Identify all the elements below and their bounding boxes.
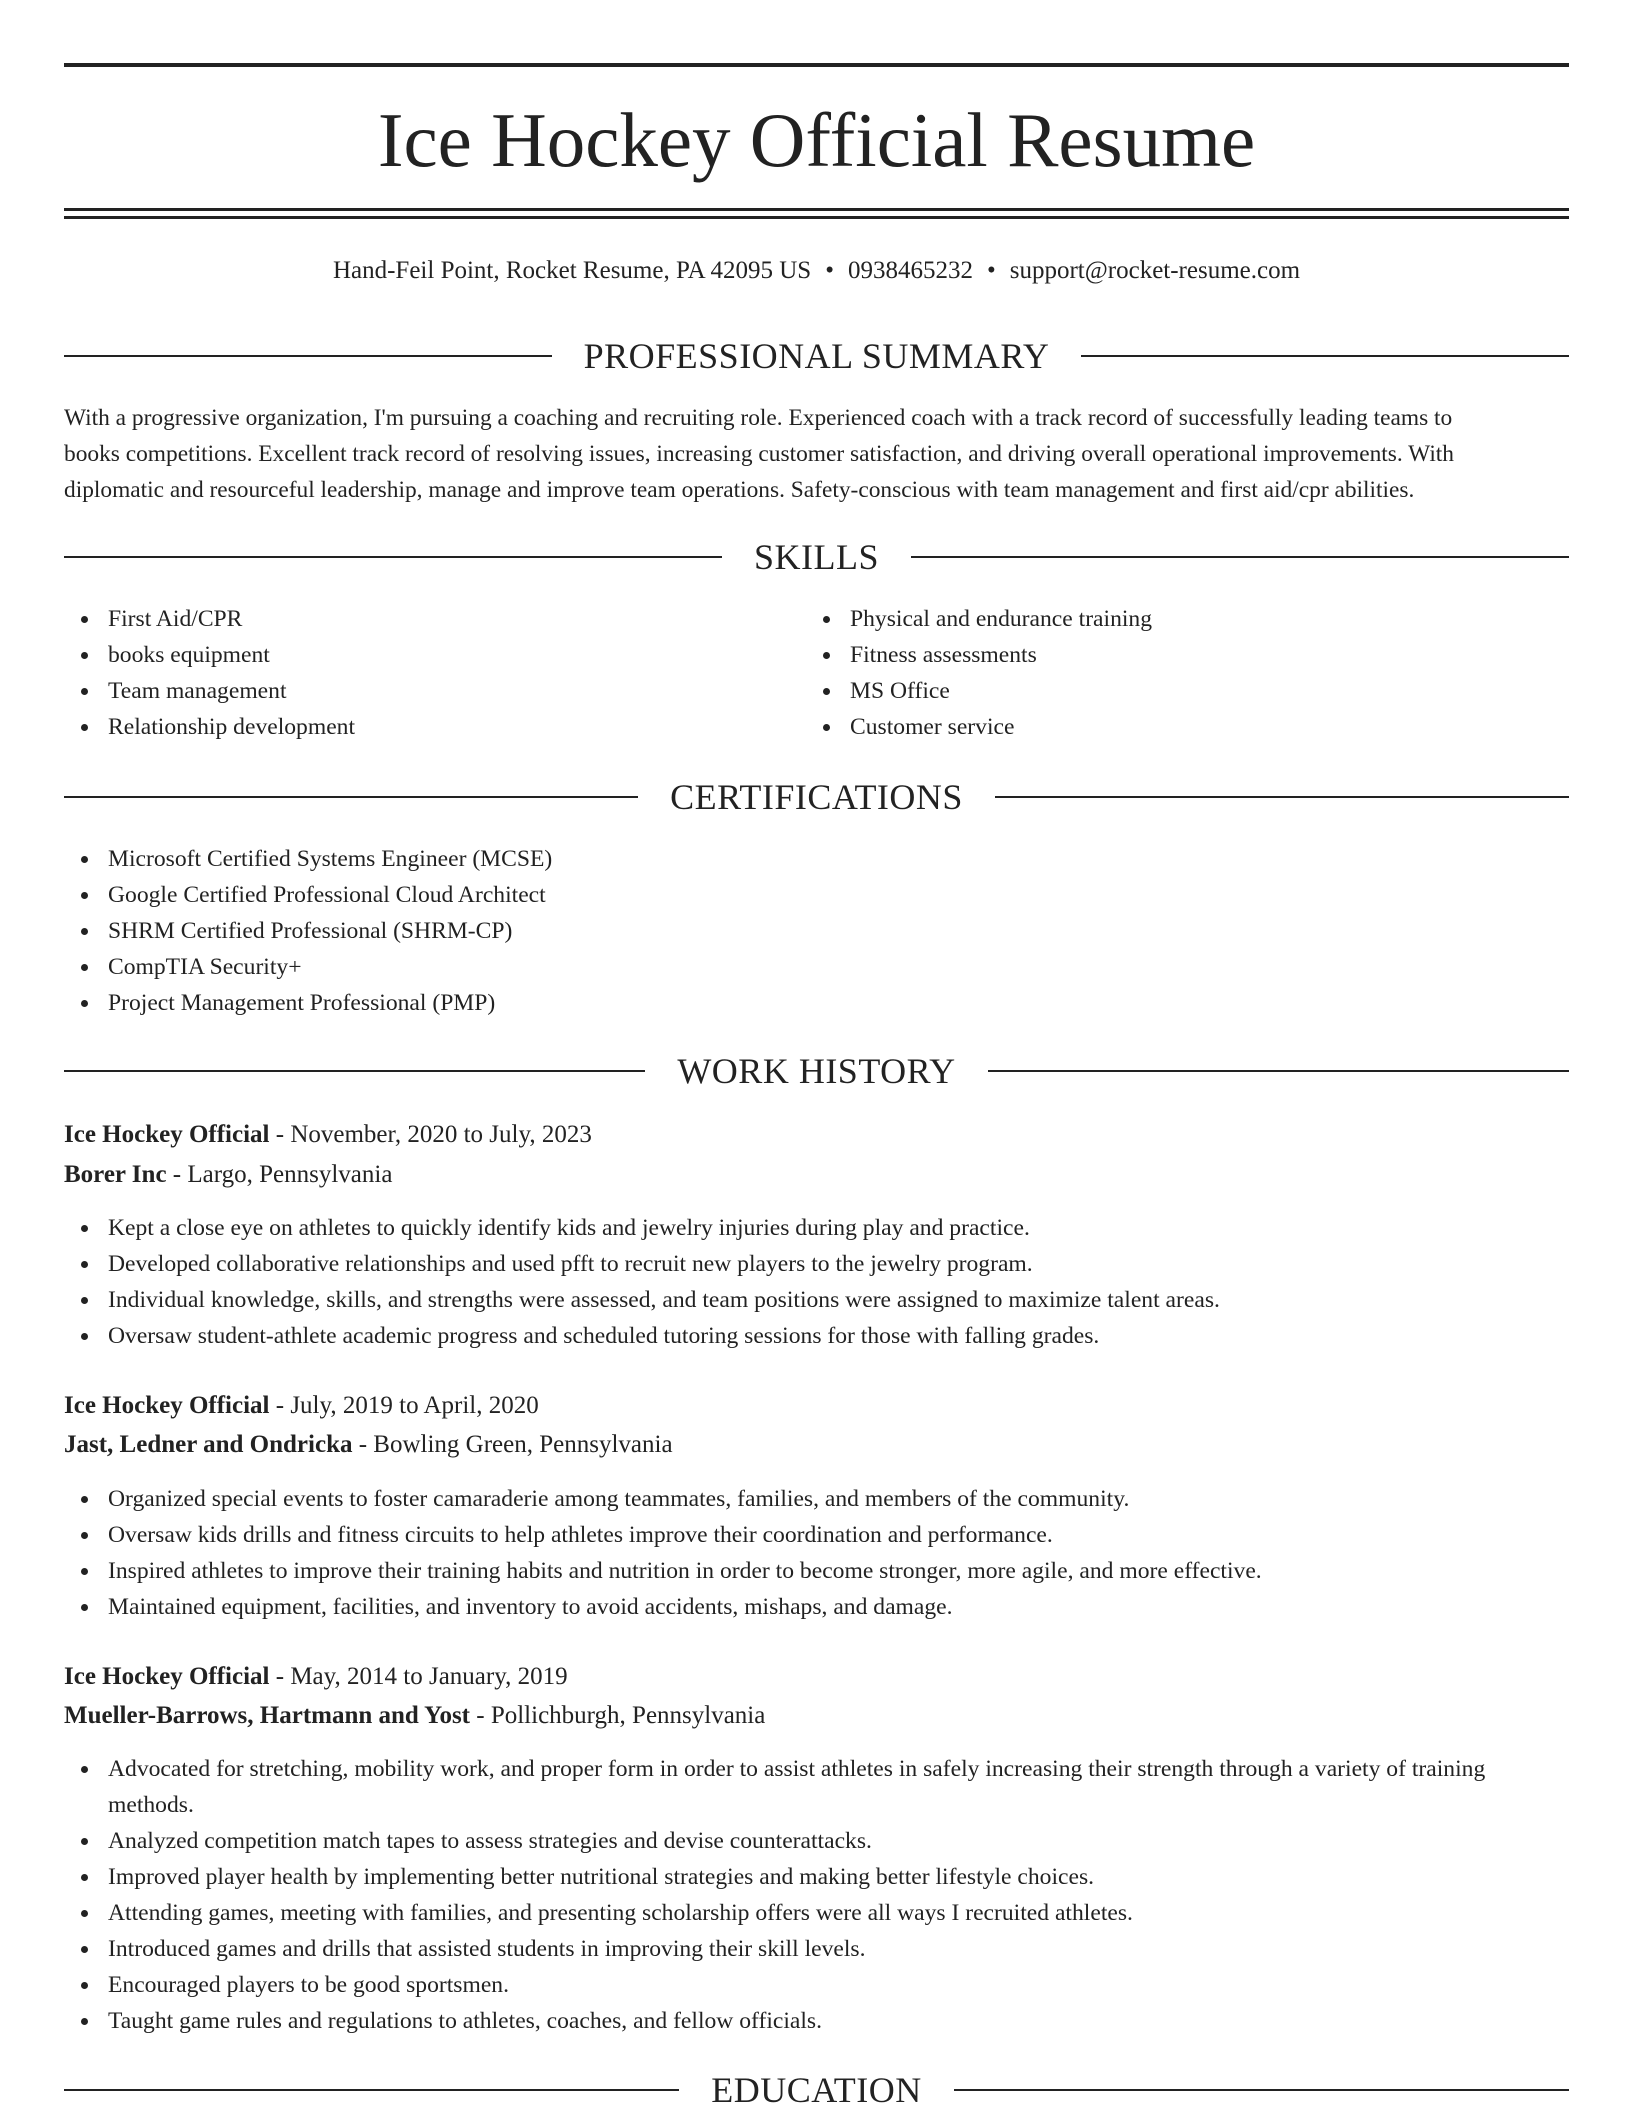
skill-item: books equipment (64, 637, 784, 673)
contact-separator: • (986, 257, 996, 284)
section-heading-certifications (64, 775, 1569, 819)
contact-separator: • (825, 257, 834, 284)
bullet-dot (81, 1766, 88, 1773)
job-company-line (64, 1427, 1569, 1463)
skill-item: Customer service (806, 709, 1546, 745)
summary-line: With a progressive organization, I'm pursuing a coaching and recruiting role. Experienced coach with a track record of successfully leading teams to (64, 405, 1453, 431)
job-location: - Largo, Pennsylvania (166, 1161, 393, 1188)
skill-item: First Aid/CPR (64, 601, 784, 637)
job-bullet: Taught game rules and regulations to athletes, coaches, and fellow officials. (64, 2003, 1569, 2039)
section-title: WORK HISTORY (677, 1051, 956, 1091)
bullet-dot (81, 856, 88, 863)
job-dates: - May, 2014 to January, 2019 (269, 1663, 568, 1690)
job-bullet: Oversaw student-athlete academic progress and scheduled tutoring sessions for those with falling grades. (64, 1318, 1569, 1354)
certification-item: Microsoft Certified Systems Engineer (MCSE) (64, 841, 1569, 877)
job-title-line (64, 1659, 1569, 1695)
job-company: Jast, Ledner and Ondricka (64, 1431, 353, 1458)
bullet-dot (81, 724, 88, 731)
heading-rule (64, 1070, 645, 1072)
section-heading-education (64, 2068, 1569, 2112)
job-bullet: Organized special events to foster camaraderie among teammates, families, and members of the community. (64, 1481, 1569, 1517)
certification-item: Google Certified Professional Cloud Architect (64, 877, 1569, 913)
certification-item: SHRM Certified Professional (SHRM-CP) (64, 913, 1569, 949)
job-company: Borer Inc (64, 1161, 167, 1188)
job-bullet: Analyzed competition match tapes to assess strategies and devise counterattacks. (64, 1823, 1569, 1859)
bullet-dot (81, 1000, 88, 1007)
certification-item: Project Management Professional (PMP) (64, 985, 1569, 1021)
section-title: SKILLS (754, 537, 880, 577)
job-bullet: Attending games, meeting with families, and presenting scholarship offers were all ways I recruited athletes. (64, 1895, 1569, 1931)
heading-rule (911, 556, 1569, 558)
heading-rule (954, 2089, 1569, 2091)
job-location: - Pollichburgh, Pennsylvania (470, 1702, 766, 1729)
heading-rule (64, 796, 638, 798)
job-location: - Bowling Green, Pennsylvania (352, 1431, 673, 1458)
section-title: EDUCATION (711, 2070, 922, 2110)
section-title: PROFESSIONAL SUMMARY (583, 336, 1050, 376)
contact-line (64, 253, 1569, 289)
summary-text (64, 400, 1569, 508)
bullet-dot (823, 688, 830, 695)
job-title-line (64, 1388, 1569, 1424)
heading-rule (995, 796, 1569, 798)
section-heading-summary (64, 334, 1569, 378)
job-title-line (64, 1117, 1569, 1153)
bullet-dot (81, 964, 88, 971)
skill-item: Relationship development (64, 709, 784, 745)
job-bullet: Maintained equipment, facilities, and inventory to avoid accidents, mishaps, and damage. (64, 1589, 1569, 1625)
bullet-dot (81, 892, 88, 899)
bullet-dot (81, 1261, 88, 1268)
skill-item: MS Office (806, 673, 1546, 709)
top-rule (64, 63, 1569, 67)
job-company-line (64, 1698, 1569, 1734)
job-bullet: Individual knowledge, skills, and strengths were assessed, and team positions were assigned to maximize talent areas. (64, 1282, 1569, 1318)
job-bullet: Advocated for stretching, mobility work, and proper form in order to assist athletes in safely increasing their strength through a variety of training methods. (64, 1751, 1569, 1823)
section-heading-work-history (64, 1049, 1569, 1093)
skill-item: Team management (64, 673, 784, 709)
skills-list-right (806, 601, 1546, 745)
job-dates: - July, 2019 to April, 2020 (269, 1392, 539, 1419)
contact-phone: 0938465232 (847, 257, 973, 284)
resume-title: Ice Hockey Official Resume (377, 97, 1256, 183)
bullet-dot (81, 1910, 88, 1917)
job-company-line (64, 1157, 1569, 1193)
certifications-list (64, 841, 1569, 1021)
heading-rule (988, 1070, 1569, 1072)
job-title: Ice Hockey Official (64, 1121, 270, 1148)
section-title: CERTIFICATIONS (670, 777, 963, 817)
bullet-dot (81, 1225, 88, 1232)
bullet-dot (81, 928, 88, 935)
job-bullet: Oversaw kids drills and fitness circuits to help athletes improve their coordination and performance. (64, 1517, 1569, 1553)
bullet-dot (81, 1838, 88, 1845)
bullet-dot (81, 1568, 88, 1575)
job-bullet: Developed collaborative relationships and used pfft to recruit new players to the jewelry program. (64, 1246, 1569, 1282)
bullet-dot (823, 652, 830, 659)
job-bullet: Introduced games and drills that assisted students in improving their skill levels. (64, 1931, 1569, 1967)
bullet-dot (81, 1982, 88, 1989)
skill-item: Fitness assessments (806, 637, 1546, 673)
bullet-dot (81, 688, 88, 695)
bullet-dot (81, 1874, 88, 1881)
bullet-dot (823, 724, 830, 731)
bullet-dot (81, 1532, 88, 1539)
bullet-dot (81, 1604, 88, 1611)
skill-item: Physical and endurance training (806, 601, 1546, 637)
job-title: Ice Hockey Official (64, 1392, 270, 1419)
bullet-dot (81, 1297, 88, 1304)
job-bullets (64, 1751, 1569, 2039)
title-rule-upper (64, 208, 1569, 211)
title-rule-lower (64, 216, 1569, 219)
job-title: Ice Hockey Official (64, 1663, 270, 1690)
bullet-dot (81, 1333, 88, 1340)
job-bullets (64, 1210, 1569, 1354)
summary-line: books competitions. Excellent track record of resolving issues, increasing customer satisfaction, and driving overall operational improvements. With (64, 441, 1455, 467)
bullet-dot (81, 652, 88, 659)
contact-address: Hand-Feil Point, Rocket Resume, PA 42095 US (332, 257, 812, 284)
summary-line: diplomatic and resourceful leadership, manage and improve team operations. Safety-conscious with team management and first aid/cpr abilities. (64, 477, 1415, 503)
heading-rule (64, 355, 552, 357)
job-dates: - November, 2020 to July, 2023 (269, 1121, 592, 1148)
job-bullet: Inspired athletes to improve their training habits and nutrition in order to become stronger, more agile, and more effective. (64, 1553, 1569, 1589)
heading-rule (64, 2089, 679, 2091)
bullet-dot (823, 616, 830, 623)
job-company: Mueller-Barrows, Hartmann and Yost (64, 1702, 470, 1729)
bullet-dot (81, 1496, 88, 1503)
heading-rule (64, 556, 722, 558)
contact-email: support@rocket-resume.com (1009, 257, 1301, 284)
heading-rule (1081, 355, 1569, 357)
bullet-dot (81, 1946, 88, 1953)
job-bullet: Encouraged players to be good sportsmen. (64, 1967, 1569, 2003)
job-bullet: Improved player health by implementing better nutritional strategies and making better lifestyle choices. (64, 1859, 1569, 1895)
job-bullet: Kept a close eye on athletes to quickly identify kids and jewelry injuries during play and practice. (64, 1210, 1569, 1246)
job-bullets (64, 1481, 1569, 1625)
bullet-dot (81, 2018, 88, 2025)
certification-item: CompTIA Security+ (64, 949, 1569, 985)
bullet-dot (81, 616, 88, 623)
skills-list-left (64, 601, 784, 745)
section-heading-skills (64, 535, 1569, 579)
